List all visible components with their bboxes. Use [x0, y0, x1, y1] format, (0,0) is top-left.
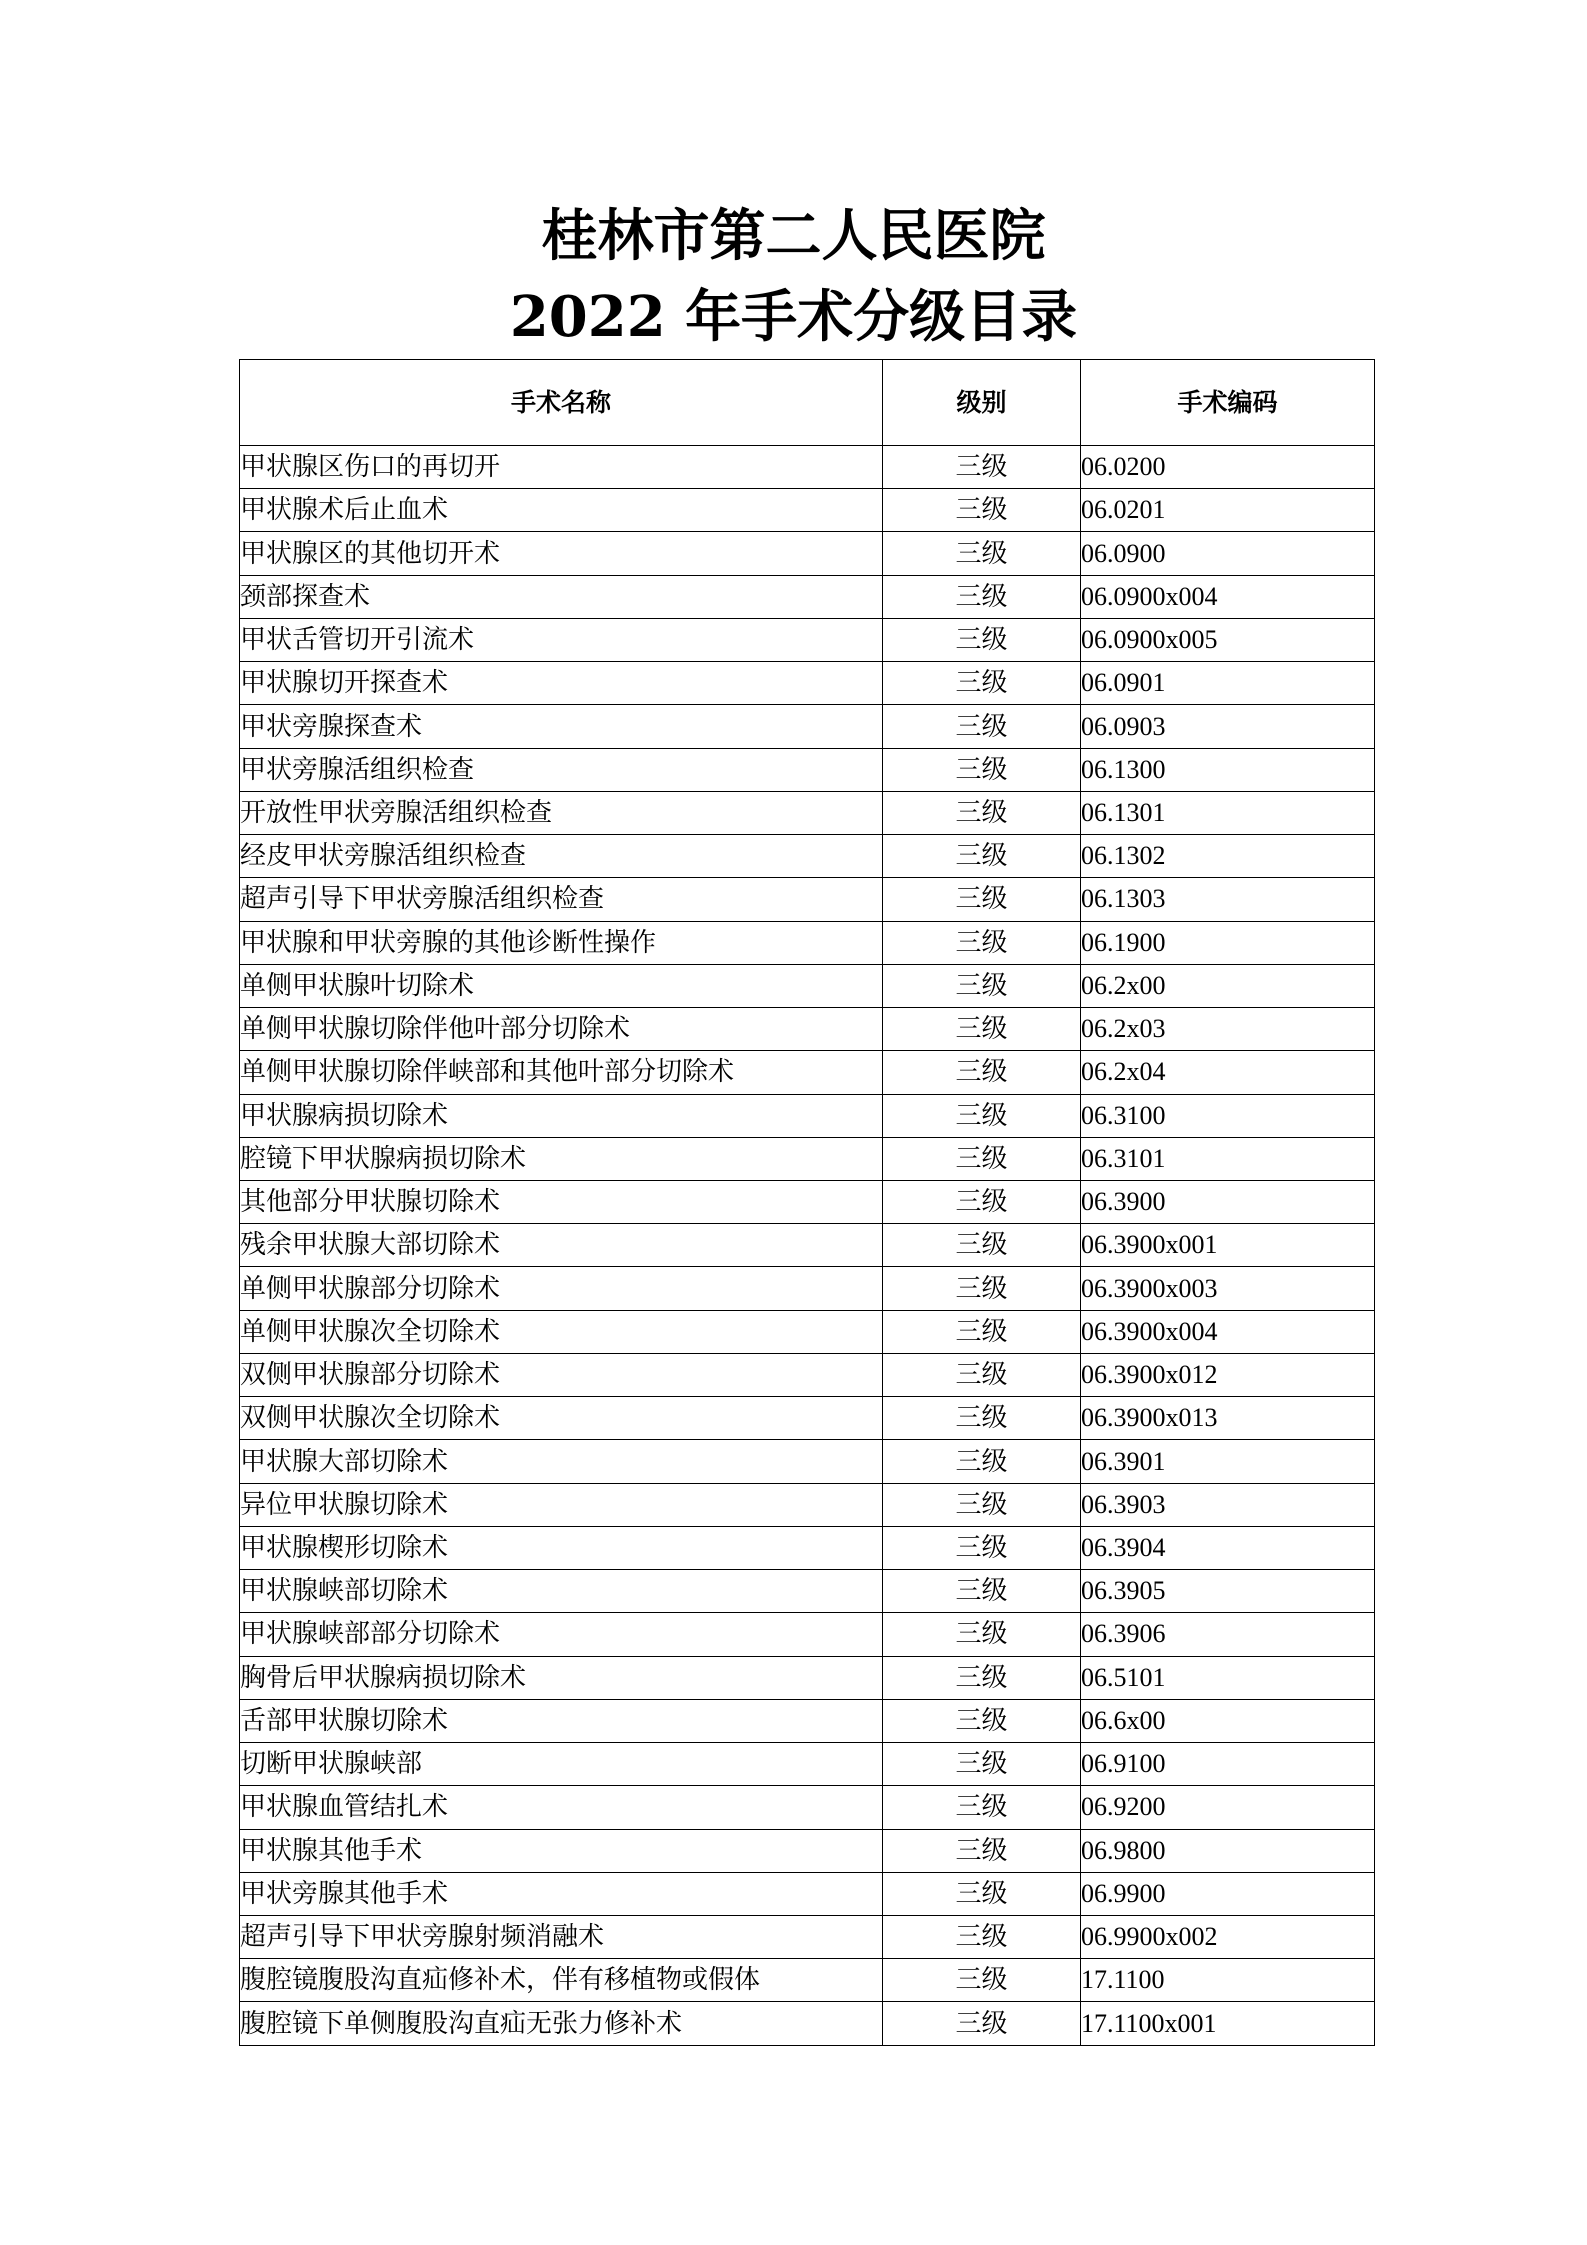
- table-row: [240, 1353, 1375, 1396]
- table-row: [240, 446, 1375, 489]
- level-cell: 三级: [883, 575, 1081, 618]
- table-row: [240, 1656, 1375, 1699]
- procedure-name-cell: 超声引导下甲状旁腺射频消融术: [240, 1915, 883, 1958]
- procedure-code-cell: 06.2x00: [1081, 964, 1375, 1007]
- procedure-code-cell: 06.0903: [1081, 705, 1375, 748]
- procedure-code-cell: 06.9200: [1081, 1786, 1375, 1829]
- procedure-name-cell: 甲状旁腺活组织检查: [240, 748, 883, 791]
- procedure-code-cell: 06.1900: [1081, 921, 1375, 964]
- table-row: [240, 835, 1375, 878]
- header-level: 级别: [883, 360, 1081, 446]
- table-row: [240, 532, 1375, 575]
- procedure-code-cell: 17.1100: [1081, 1959, 1375, 2002]
- table-row: [240, 1180, 1375, 1223]
- procedure-code-cell: 06.9900: [1081, 1872, 1375, 1915]
- procedure-name-cell: 颈部探查术: [240, 575, 883, 618]
- level-cell: 三级: [883, 489, 1081, 532]
- table-row: [240, 1613, 1375, 1656]
- level-cell: 三级: [883, 1915, 1081, 1958]
- level-cell: 三级: [883, 1743, 1081, 1786]
- procedure-name-cell: 开放性甲状旁腺活组织检查: [240, 791, 883, 834]
- table-row: [240, 1051, 1375, 1094]
- level-cell: 三级: [883, 1008, 1081, 1051]
- document-subtitle: 2022 年手术分级目录: [509, 284, 1078, 350]
- procedure-name-cell: 超声引导下甲状旁腺活组织检查: [240, 878, 883, 921]
- procedure-code-cell: 06.0900x004: [1081, 575, 1375, 618]
- table-row: [240, 1743, 1375, 1786]
- level-cell: 三级: [883, 1699, 1081, 1742]
- procedure-name-cell: 甲状腺病损切除术: [240, 1094, 883, 1137]
- procedure-code-cell: 06.3900x013: [1081, 1397, 1375, 1440]
- procedure-name-cell: 胸骨后甲状腺病损切除术: [240, 1656, 883, 1699]
- procedure-name-cell: 甲状腺区伤口的再切开: [240, 446, 883, 489]
- table-row: [240, 1397, 1375, 1440]
- procedure-name-cell: 单侧甲状腺部分切除术: [240, 1267, 883, 1310]
- level-cell: 三级: [883, 1353, 1081, 1396]
- procedure-code-cell: 06.0900: [1081, 532, 1375, 575]
- procedure-name-cell: 腔镜下甲状腺病损切除术: [240, 1137, 883, 1180]
- procedure-name-cell: 单侧甲状腺次全切除术: [240, 1310, 883, 1353]
- table-row: [240, 662, 1375, 705]
- procedure-code-cell: 06.2x03: [1081, 1008, 1375, 1051]
- level-cell: 三级: [883, 1829, 1081, 1872]
- table-row: [240, 1008, 1375, 1051]
- procedure-name-cell: 甲状腺切开探查术: [240, 662, 883, 705]
- procedure-code-cell: 06.1301: [1081, 791, 1375, 834]
- procedure-code-cell: 06.3900x001: [1081, 1224, 1375, 1267]
- procedure-code-cell: 06.1303: [1081, 878, 1375, 921]
- table-row: [240, 1570, 1375, 1613]
- table-header-row: [240, 360, 1375, 446]
- procedure-name-cell: 腹腔镜下单侧腹股沟直疝无张力修补术: [240, 2002, 883, 2045]
- procedure-name-cell: 甲状腺术后止血术: [240, 489, 883, 532]
- level-cell: 三级: [883, 532, 1081, 575]
- level-cell: 三级: [883, 705, 1081, 748]
- level-cell: 三级: [883, 748, 1081, 791]
- header-procedure-name: 手术名称: [240, 360, 883, 446]
- procedure-code-cell: 06.1300: [1081, 748, 1375, 791]
- table-row: [240, 1267, 1375, 1310]
- procedure-name-cell: 甲状旁腺探查术: [240, 705, 883, 748]
- level-cell: 三级: [883, 791, 1081, 834]
- table-row: [240, 489, 1375, 532]
- table-row: [240, 748, 1375, 791]
- procedure-name-cell: 单侧甲状腺切除伴他叶部分切除术: [240, 1008, 883, 1051]
- level-cell: 三级: [883, 1526, 1081, 1569]
- table-row: [240, 791, 1375, 834]
- procedure-name-cell: 单侧甲状腺切除伴峡部和其他叶部分切除术: [240, 1051, 883, 1094]
- procedure-code-cell: 06.1302: [1081, 835, 1375, 878]
- table-row: [240, 1094, 1375, 1137]
- procedure-code-cell: 17.1100x001: [1081, 2002, 1375, 2045]
- procedure-name-cell: 腹腔镜腹股沟直疝修补术，伴有移植物或假体: [240, 1959, 883, 2002]
- procedure-name-cell: 甲状腺血管结扎术: [240, 1786, 883, 1829]
- table-row: [240, 878, 1375, 921]
- level-cell: 三级: [883, 1051, 1081, 1094]
- procedure-code-cell: 06.3900x012: [1081, 1353, 1375, 1396]
- document-title-block: [0, 196, 1587, 358]
- table-row: [240, 1699, 1375, 1742]
- table-row: [240, 1786, 1375, 1829]
- level-cell: 三级: [883, 964, 1081, 1007]
- procedure-name-cell: 甲状腺大部切除术: [240, 1440, 883, 1483]
- table-row: [240, 964, 1375, 1007]
- procedure-name-cell: 双侧甲状腺次全切除术: [240, 1397, 883, 1440]
- procedure-code-cell: 06.3101: [1081, 1137, 1375, 1180]
- procedure-name-cell: 甲状舌管切开引流术: [240, 618, 883, 661]
- level-cell: 三级: [883, 1094, 1081, 1137]
- procedure-name-cell: 经皮甲状旁腺活组织检查: [240, 835, 883, 878]
- level-cell: 三级: [883, 1310, 1081, 1353]
- table-row: [240, 921, 1375, 964]
- level-cell: 三级: [883, 446, 1081, 489]
- procedure-code-cell: 06.2x04: [1081, 1051, 1375, 1094]
- procedure-code-cell: 06.3100: [1081, 1094, 1375, 1137]
- procedure-name-cell: 甲状旁腺其他手术: [240, 1872, 883, 1915]
- procedure-code-cell: 06.3903: [1081, 1483, 1375, 1526]
- level-cell: 三级: [883, 1872, 1081, 1915]
- procedure-code-cell: 06.3905: [1081, 1570, 1375, 1613]
- table-row: [240, 1872, 1375, 1915]
- level-cell: 三级: [883, 1224, 1081, 1267]
- procedure-code-cell: 06.0900x005: [1081, 618, 1375, 661]
- procedure-code-cell: 06.3900x004: [1081, 1310, 1375, 1353]
- level-cell: 三级: [883, 1440, 1081, 1483]
- document-title: 桂林市第二人民医院: [541, 203, 1046, 269]
- table-row: [240, 1915, 1375, 1958]
- procedure-code-cell: 06.9900x002: [1081, 1915, 1375, 1958]
- surgery-grading-table: [239, 359, 1375, 2046]
- table-row: [240, 618, 1375, 661]
- level-cell: 三级: [883, 1137, 1081, 1180]
- header-procedure-code: 手术编码: [1081, 360, 1375, 446]
- table-row: [240, 1137, 1375, 1180]
- level-cell: 三级: [883, 878, 1081, 921]
- level-cell: 三级: [883, 1786, 1081, 1829]
- table-row: [240, 1483, 1375, 1526]
- procedure-code-cell: 06.9100: [1081, 1743, 1375, 1786]
- procedure-name-cell: 甲状腺楔形切除术: [240, 1526, 883, 1569]
- procedure-code-cell: 06.3906: [1081, 1613, 1375, 1656]
- procedure-name-cell: 残余甲状腺大部切除术: [240, 1224, 883, 1267]
- level-cell: 三级: [883, 1959, 1081, 2002]
- procedure-code-cell: 06.5101: [1081, 1656, 1375, 1699]
- level-cell: 三级: [883, 1613, 1081, 1656]
- level-cell: 三级: [883, 835, 1081, 878]
- table-row: [240, 1440, 1375, 1483]
- table-row: [240, 705, 1375, 748]
- table-row: [240, 1526, 1375, 1569]
- table-row: [240, 1310, 1375, 1353]
- table-row: [240, 2002, 1375, 2045]
- procedure-code-cell: 06.3904: [1081, 1526, 1375, 1569]
- level-cell: 三级: [883, 1267, 1081, 1310]
- procedure-name-cell: 甲状腺区的其他切开术: [240, 532, 883, 575]
- procedure-name-cell: 舌部甲状腺切除术: [240, 1699, 883, 1742]
- procedure-code-cell: 06.3900x003: [1081, 1267, 1375, 1310]
- procedure-name-cell: 切断甲状腺峡部: [240, 1743, 883, 1786]
- procedure-name-cell: 甲状腺峡部部分切除术: [240, 1613, 883, 1656]
- table-row: [240, 1959, 1375, 2002]
- table-row: [240, 575, 1375, 618]
- procedure-name-cell: 其他部分甲状腺切除术: [240, 1180, 883, 1223]
- procedure-code-cell: 06.6x00: [1081, 1699, 1375, 1742]
- procedure-code-cell: 06.3900: [1081, 1180, 1375, 1223]
- procedure-name-cell: 单侧甲状腺叶切除术: [240, 964, 883, 1007]
- level-cell: 三级: [883, 2002, 1081, 2045]
- procedure-code-cell: 06.0200: [1081, 446, 1375, 489]
- level-cell: 三级: [883, 1397, 1081, 1440]
- procedure-name-cell: 甲状腺峡部切除术: [240, 1570, 883, 1613]
- level-cell: 三级: [883, 921, 1081, 964]
- level-cell: 三级: [883, 1180, 1081, 1223]
- level-cell: 三级: [883, 1483, 1081, 1526]
- procedure-code-cell: 06.3901: [1081, 1440, 1375, 1483]
- procedure-code-cell: 06.0901: [1081, 662, 1375, 705]
- level-cell: 三级: [883, 662, 1081, 705]
- level-cell: 三级: [883, 1570, 1081, 1613]
- level-cell: 三级: [883, 1656, 1081, 1699]
- procedure-name-cell: 甲状腺和甲状旁腺的其他诊断性操作: [240, 921, 883, 964]
- table-row: [240, 1829, 1375, 1872]
- procedure-code-cell: 06.0201: [1081, 489, 1375, 532]
- level-cell: 三级: [883, 618, 1081, 661]
- procedure-name-cell: 双侧甲状腺部分切除术: [240, 1353, 883, 1396]
- procedure-name-cell: 异位甲状腺切除术: [240, 1483, 883, 1526]
- procedure-name-cell: 甲状腺其他手术: [240, 1829, 883, 1872]
- procedure-code-cell: 06.9800: [1081, 1829, 1375, 1872]
- table-row: [240, 1224, 1375, 1267]
